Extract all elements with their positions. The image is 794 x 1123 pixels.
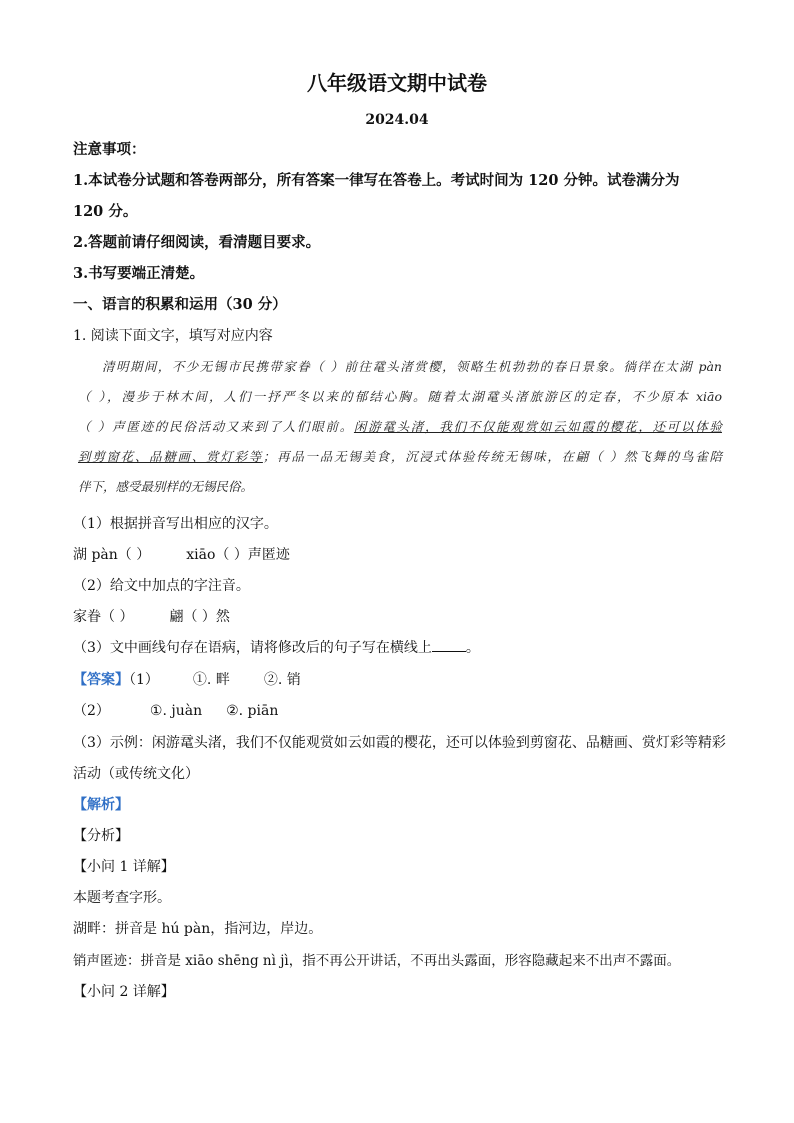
underlined-sentence-part-2: 到剪窗花、品糖画、赏灯彩等 bbox=[78, 449, 263, 464]
answer-label: 【答案】 bbox=[73, 672, 129, 688]
answer-1-item-1: ①. 畔 bbox=[192, 672, 230, 688]
section-1-heading: 一、语言的积累和运用（30 分） bbox=[73, 296, 287, 313]
answer-2-prefix: （2） bbox=[73, 703, 110, 719]
question-1-prompt: 1. 阅读下面文字，填写对应内容 bbox=[73, 328, 273, 344]
detail-q2-label: 【小问 2 详解】 bbox=[73, 984, 175, 1000]
detail-q1-label: 【小问 1 详解】 bbox=[73, 859, 175, 875]
answer-3-line-2: 活动（或传统文化） bbox=[73, 766, 199, 782]
fill-xiao: xiāo（ ）声匿迹 bbox=[186, 547, 290, 563]
answer-blank-line bbox=[432, 639, 466, 652]
fill-jiajuan: 家眷（ ） bbox=[73, 609, 134, 625]
sub-question-1-fill bbox=[73, 545, 290, 565]
notes-heading: 注意事项： bbox=[73, 141, 146, 158]
sub-question-2: （2）给文中加点的字注音。 bbox=[73, 578, 250, 594]
analysis-fenxi-label: 【分析】 bbox=[73, 828, 129, 844]
note-item-1-line-2: 120 分。 bbox=[73, 203, 138, 220]
note-item-3: 3.书写要端正清楚。 bbox=[73, 265, 205, 282]
note-item-1-line-1: 1.本试卷分试题和答卷两部分，所有答案一律写在答卷上。考试时间为 120 分钟。试卷满分为 bbox=[73, 172, 680, 189]
page-title: 八年级语文期中试卷 bbox=[307, 71, 487, 95]
detail-q1-xiao: 销声匿迹：拼音是 xiāo shēng nì jì，指不再公开讲话，不再出头露面，形容隐藏起来不出声不露面。 bbox=[73, 953, 681, 969]
passage-line-5: 伴下，感受最别样的无锡民俗。 bbox=[78, 479, 254, 494]
note-item-2: 2.答题前请仔细阅读，看清题目要求。 bbox=[73, 234, 321, 251]
sub-question-2-fill bbox=[73, 607, 230, 627]
answer-1-item-2: ②. 销 bbox=[263, 672, 301, 688]
reading-passage bbox=[78, 357, 722, 497]
answer-2-item-1: ①. juàn bbox=[149, 703, 203, 719]
sub-question-3-text: （3）文中画线句存在语病，请将修改后的句子写在横线上 bbox=[73, 640, 432, 656]
answer-line-1 bbox=[73, 670, 301, 690]
underlined-sentence-part-1: 闲游鼋头渚，我们不仅能观赏如云如霞的樱花，还可以体验 bbox=[353, 419, 722, 434]
fill-pian: 翩（ ）然 bbox=[169, 609, 230, 625]
passage-line-3 bbox=[78, 417, 722, 437]
detail-q1-hupan: 湖畔：拼音是 hú pàn，指河边，岸边。 bbox=[73, 921, 323, 937]
answer-2-item-2: ②. piān bbox=[226, 703, 279, 719]
sub-question-3 bbox=[73, 638, 480, 658]
answer-line-2 bbox=[73, 701, 278, 721]
passage-line-3-text: （ ）声匿迹的民俗活动又来到了人们眼前。 bbox=[78, 419, 354, 434]
detail-q1-intro: 本题考查字形。 bbox=[73, 890, 171, 906]
passage-line-1: 清明期间，不少无锡市民携带家眷（ ）前往鼋头渚赏樱，领略生机勃勃的春日景象。徜徉在太湖 pàn bbox=[102, 359, 722, 374]
passage-line-2: （ ），漫步于林木间，人们一抒严冬以来的郁结心胸。随着太湖鼋头渚旅游区的定春，不少原本 xiāo bbox=[78, 389, 722, 404]
exam-date: 2024.04 bbox=[365, 112, 429, 128]
passage-line-4-text: ；再品一品无锡美食，沉浸式体验传统无锡味，在翩（ ）然飞舞的鸟雀陪 bbox=[262, 449, 722, 464]
passage-line-4 bbox=[78, 447, 722, 467]
analysis-label: 【解析】 bbox=[73, 797, 129, 813]
fill-hu-pan: 湖 pàn（ ） bbox=[73, 547, 151, 563]
sub-question-3-end: 。 bbox=[465, 640, 480, 656]
answer-3-line-1: （3）示例：闲游鼋头渚，我们不仅能观赏如云如霞的樱花，还可以体验到剪窗花、品糖画、赏灯彩等精彩 bbox=[73, 735, 726, 751]
sub-question-1: （1）根据拼音写出相应的汉字。 bbox=[73, 516, 278, 532]
answer-1-prefix: （1） bbox=[129, 672, 159, 688]
